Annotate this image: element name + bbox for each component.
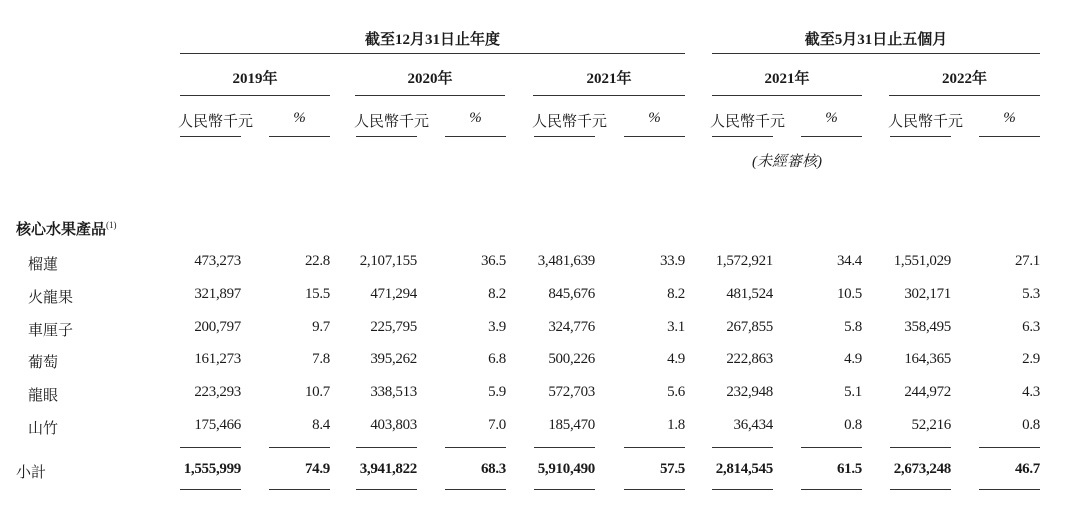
divider: [712, 489, 773, 490]
percent-cell: 8.2: [667, 286, 685, 302]
amount-cell: 200,797: [194, 319, 241, 335]
unit-header: 人民幣千元: [888, 114, 964, 130]
subtotal-amount-cell: 3,941,822: [359, 461, 417, 477]
divider: [890, 136, 951, 137]
pct-header: %: [648, 110, 661, 126]
percent-cell: 33.9: [659, 253, 685, 269]
amount-cell: 185,470: [548, 417, 595, 433]
unit-header: 人民幣千元: [710, 114, 786, 130]
divider: [180, 136, 241, 137]
amount-cell: 473,273: [194, 253, 241, 269]
percent-cell: 5.3: [1022, 286, 1040, 302]
row-label: 火龍果: [28, 290, 74, 306]
divider: [624, 447, 685, 448]
amount-cell: 175,466: [194, 417, 241, 433]
year-header-2021-5m: 2021年: [764, 71, 810, 87]
unit-header: 人民幣千元: [532, 114, 608, 130]
divider: [180, 447, 241, 448]
row-label: 車厘子: [28, 323, 74, 339]
divider: [356, 447, 417, 448]
divider: [534, 136, 595, 137]
amount-cell: 471,294: [370, 286, 417, 302]
amount-cell: 36,434: [733, 417, 773, 433]
divider: [712, 53, 1040, 54]
footnote-mark: (1): [106, 220, 117, 230]
amount-cell: 1,572,921: [715, 253, 773, 269]
percent-cell: 36.5: [480, 253, 506, 269]
year-header-2022-5m: 2022年: [941, 71, 987, 87]
row-label: 榴蓮: [28, 257, 59, 273]
subtotal-percent-cell: 57.5: [659, 461, 685, 477]
percent-cell: 6.3: [1022, 319, 1040, 335]
amount-cell: 223,293: [194, 384, 241, 400]
divider: [356, 489, 417, 490]
divider: [445, 136, 506, 137]
amount-cell: 244,972: [904, 384, 951, 400]
amount-cell: 403,803: [370, 417, 417, 433]
percent-cell: 4.3: [1022, 384, 1040, 400]
amount-cell: 164,365: [904, 351, 951, 367]
amount-cell: 267,855: [726, 319, 773, 335]
pct-header: %: [469, 110, 482, 126]
percent-cell: 10.5: [836, 286, 862, 302]
amount-cell: 338,513: [370, 384, 417, 400]
amount-cell: 222,863: [726, 351, 773, 367]
percent-cell: 2.9: [1022, 351, 1040, 367]
unit-header: 人民幣千元: [178, 114, 254, 130]
percent-cell: 4.9: [844, 351, 862, 367]
percent-cell: 15.5: [304, 286, 330, 302]
subtotal-percent-cell: 74.9: [304, 461, 330, 477]
divider: [979, 447, 1040, 448]
amount-cell: 2,107,155: [359, 253, 417, 269]
percent-cell: 5.1: [844, 384, 862, 400]
unaudited-note: (未經審核): [752, 154, 822, 170]
percent-cell: 7.0: [488, 417, 506, 433]
divider: [269, 447, 330, 448]
divider: [180, 53, 685, 54]
divider: [801, 447, 862, 448]
subtotal-label: 小計: [16, 465, 47, 481]
percent-cell: 9.7: [312, 319, 330, 335]
amount-cell: 845,676: [548, 286, 595, 302]
divider: [890, 447, 951, 448]
percent-cell: 6.8: [488, 351, 506, 367]
divider: [624, 136, 685, 137]
divider: [712, 447, 773, 448]
amount-cell: 572,703: [548, 384, 595, 400]
percent-cell: 34.4: [836, 253, 862, 269]
amount-cell: 481,524: [726, 286, 773, 302]
subtotal-amount-cell: 1,555,999: [183, 461, 241, 477]
subtotal-amount-cell: 2,814,545: [715, 461, 773, 477]
divider: [890, 489, 951, 490]
percent-cell: 5.8: [844, 319, 862, 335]
amount-cell: 358,495: [904, 319, 951, 335]
divider: [180, 489, 241, 490]
row-label: 龍眼: [28, 388, 59, 404]
amount-cell: 500,226: [548, 351, 595, 367]
amount-cell: 1,551,029: [893, 253, 951, 269]
divider: [979, 136, 1040, 137]
percent-cell: 10.7: [304, 384, 330, 400]
divider: [712, 136, 773, 137]
subtotal-amount-cell: 2,673,248: [893, 461, 951, 477]
divider: [533, 95, 685, 96]
divider: [979, 489, 1040, 490]
percent-cell: 8.4: [312, 417, 330, 433]
divider: [355, 95, 505, 96]
unit-header: 人民幣千元: [354, 114, 430, 130]
amount-cell: 52,216: [911, 417, 951, 433]
amount-cell: 3,481,639: [537, 253, 595, 269]
percent-cell: 3.9: [488, 319, 506, 335]
percent-cell: 7.8: [312, 351, 330, 367]
subtotal-percent-cell: 68.3: [480, 461, 506, 477]
amount-cell: 324,776: [548, 319, 595, 335]
divider: [445, 489, 506, 490]
row-label: 葡萄: [28, 355, 59, 371]
divider: [624, 489, 685, 490]
percent-cell: 27.1: [1014, 253, 1040, 269]
percent-cell: 5.6: [667, 384, 685, 400]
section-title-text: 核心水果產品: [16, 222, 107, 238]
percent-cell: 22.8: [304, 253, 330, 269]
section-title: [16, 218, 117, 239]
divider: [269, 489, 330, 490]
amount-cell: 321,897: [194, 286, 241, 302]
amount-cell: 302,171: [904, 286, 951, 302]
divider: [534, 447, 595, 448]
percent-cell: 3.1: [667, 319, 685, 335]
divider: [356, 136, 417, 137]
group-header-five-months: 截至5月31日止五個月: [804, 32, 948, 48]
subtotal-percent-cell: 46.7: [1014, 461, 1040, 477]
percent-cell: 1.8: [667, 417, 685, 433]
amount-cell: 395,262: [370, 351, 417, 367]
percent-cell: 4.9: [667, 351, 685, 367]
subtotal-amount-cell: 5,910,490: [537, 461, 595, 477]
divider: [445, 447, 506, 448]
divider: [801, 136, 862, 137]
percent-cell: 8.2: [488, 286, 506, 302]
divider: [801, 489, 862, 490]
percent-cell: 0.8: [1022, 417, 1040, 433]
amount-cell: 161,273: [194, 351, 241, 367]
divider: [534, 489, 595, 490]
amount-cell: 232,948: [726, 384, 773, 400]
group-header-full-year: 截至12月31日止年度: [364, 32, 500, 48]
pct-header: %: [825, 110, 838, 126]
year-header-2021: 2021年: [586, 71, 632, 87]
subtotal-percent-cell: 61.5: [836, 461, 862, 477]
pct-header: %: [293, 110, 306, 126]
percent-cell: 5.9: [488, 384, 506, 400]
amount-cell: 225,795: [370, 319, 417, 335]
divider: [269, 136, 330, 137]
percent-cell: 0.8: [844, 417, 862, 433]
year-header-2019: 2019年: [232, 71, 278, 87]
row-label: 山竹: [28, 421, 59, 437]
divider: [180, 95, 330, 96]
divider: [889, 95, 1040, 96]
divider: [712, 95, 862, 96]
year-header-2020: 2020年: [407, 71, 453, 87]
pct-header: %: [1003, 110, 1016, 126]
